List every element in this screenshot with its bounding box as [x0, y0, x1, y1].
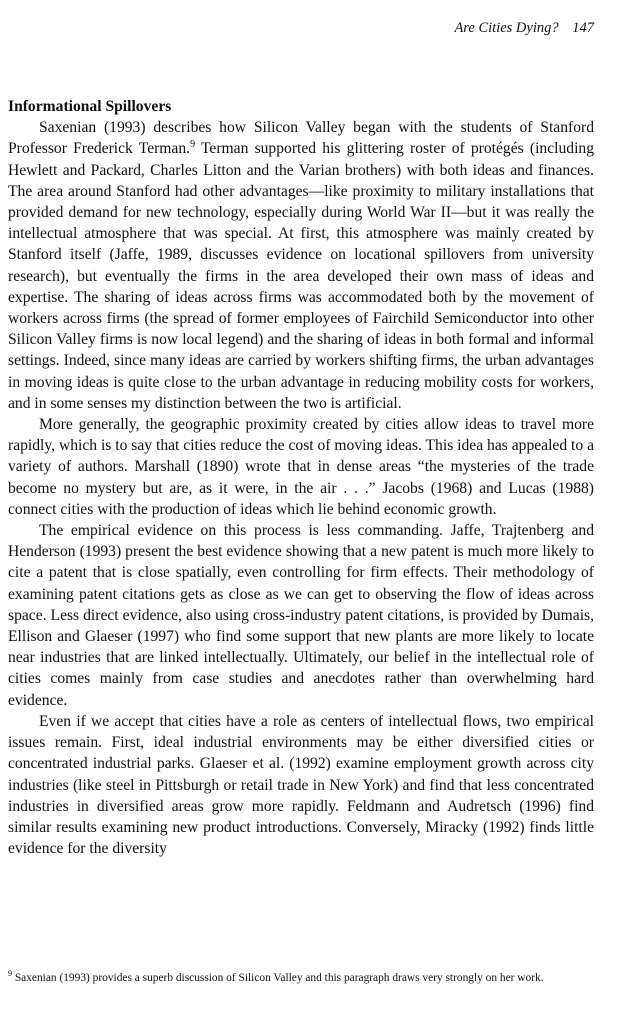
- running-head: [454, 20, 594, 37]
- running-head-title: Are Cities Dying?: [454, 20, 559, 36]
- paragraph-text: Saxenian (1993) describes how Silicon Valley began with the students of Stanford Professor Frederick Terman.: [8, 119, 594, 158]
- footnote-number: 9: [8, 969, 12, 979]
- paragraph-1: [8, 117, 594, 414]
- body-text: [8, 96, 594, 859]
- footnote-ref: 9: [190, 139, 196, 151]
- paragraph-2: More generally, the geographic proximity created by cities allow ideas to travel more rapidly, which is to say that cities reduce the cost of moving ideas. This idea has appealed to a variety of authors. Marshall (1890) wrote that in dense areas “the mysteries of the trade become no mystery but are, as it were, in the air . . .” Jacobs (1968) and Lucas (1988) connect cities with the production of ideas which lie behind economic growth.: [8, 416, 594, 518]
- paragraph-text: Terman supported his glittering roster of protégés (including Hewlett and Packard, Charles Litton and the Varian brothers) with both ideas and finances. The area around Stanford had other advantages—like proximity to military installations that provided demand for new technology, especially during World War II—but it was really the intellectual atmosphere that was special. At first, this atmosphere was mainly created by Stanford itself (Jaffe, 1989, discusses evidence on locational spillovers from university research), but eventually the firms in the area developed their own mass of ideas and expertise. The sharing of ideas across firms was accommodated both by the movement of workers across firms (the spread of former employees of Fairchild Semiconductor into other Silicon Valley firms is now local legend) and the sharing of ideas in both formal and informal settings. Indeed, since many ideas are carried by workers shifting firms, the urban advantages in moving ideas is quite close to the urban advantage in reducing mobility costs for workers, and in some senses my distinction between the two is artificial.: [8, 140, 594, 412]
- footnote-text: Saxenian (1993) provides a superb discussion of Silicon Valley and this paragraph draws very strongly on her work.: [12, 972, 544, 984]
- footnote: [8, 970, 594, 987]
- page-number: 147: [572, 20, 594, 36]
- paragraph-4: Even if we accept that cities have a role as centers of intellectual flows, two empirical issues remain. First, ideal industrial environments may be either diversified cities or concentrated industrial parks. Glaeser et al. (1992) examine employment growth across city industries (like steel in Pittsburgh or retail trade in New York) and find that less concentrated industries in diversified areas grow more rapidly. Feldmann and Audretsch (1996) find similar results examining new product introductions. Conversely, Miracky (1992) finds little evidence for the diversity: [8, 712, 594, 858]
- paragraph-3: The empirical evidence on this process is less commanding. Jaffe, Trajtenberg and Henderson (1993) present the best evidence showing that a new patent is much more likely to cite a patent that is close spatially, even controlling for firm effects. Their methodology of examining patent citations gets as close as we can get to observing the flow of ideas across space. Less direct evidence, also using cross-industry patent citations, is provided by Dumais, Ellison and Glaeser (1997) who find some support that new plants are more likely to locate near industries that are linked intellectually. Ultimately, our belief in the intellectual role of cities comes mainly from case studies and anecdotes rather than overwhelming hard evidence.: [8, 522, 594, 709]
- section-heading: Informational Spillovers: [8, 98, 172, 115]
